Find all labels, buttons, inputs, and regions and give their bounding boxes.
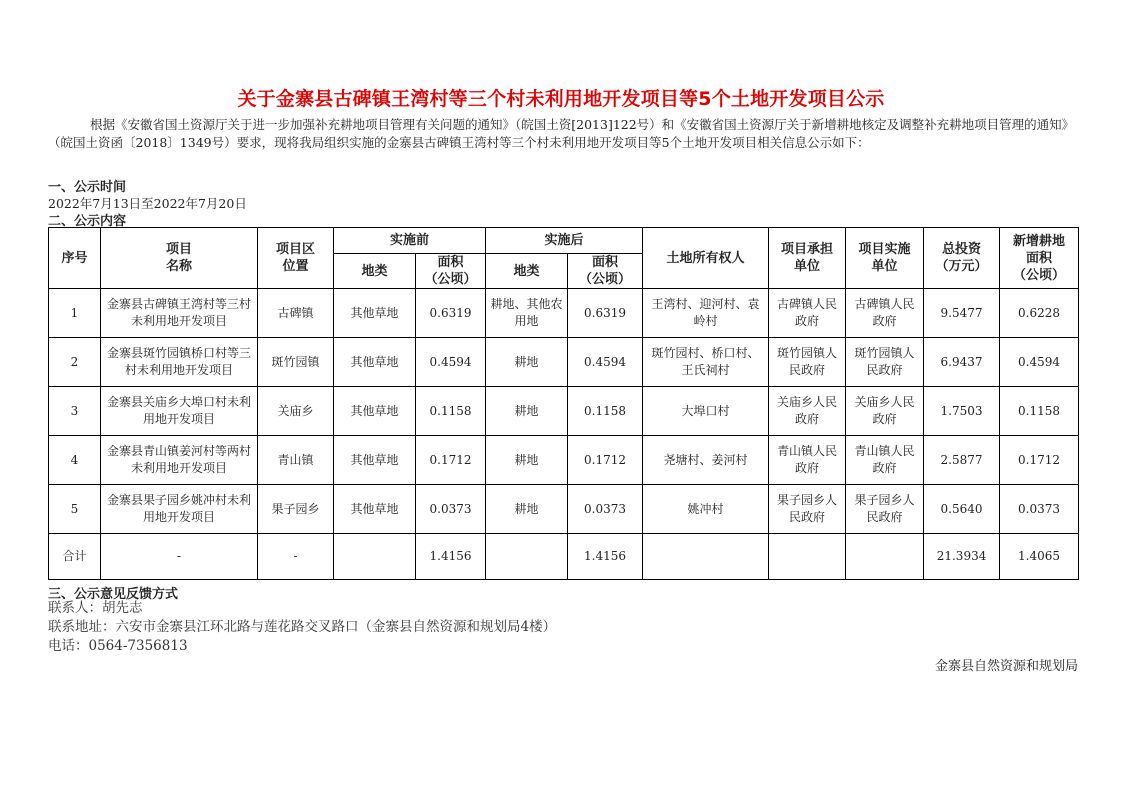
header-investment: 总投资 （万元） bbox=[924, 228, 1000, 289]
table-row bbox=[49, 289, 1079, 338]
cell-after-area: 0.6319 bbox=[568, 289, 643, 338]
table-header-row bbox=[49, 228, 1079, 254]
cell-before-area: 0.1712 bbox=[416, 436, 486, 485]
cell-investment: 2.5877 bbox=[924, 436, 1000, 485]
cell-no: 5 bbox=[49, 485, 101, 534]
cell-investment: 1.7503 bbox=[924, 387, 1000, 436]
cell-before-type: 其他草地 bbox=[334, 338, 416, 387]
cell-implementer: 关庙乡人民政府 bbox=[846, 387, 924, 436]
cell-total-after-type bbox=[486, 534, 568, 580]
cell-new-area: 0.1712 bbox=[1000, 436, 1079, 485]
intro-paragraph bbox=[48, 116, 1078, 152]
cell-after-area: 0.4594 bbox=[568, 338, 643, 387]
header-after-area: 面积 （公顷） bbox=[568, 254, 643, 289]
cell-name: 金寨县斑竹园镇桥口村等三村未利用地开发项目 bbox=[101, 338, 258, 387]
cell-no: 3 bbox=[49, 387, 101, 436]
header-before-area: 面积 （公顷） bbox=[416, 254, 486, 289]
cell-location: 斑竹园镇 bbox=[258, 338, 334, 387]
cell-owner: 斑竹园村、桥口村、王氏祠村 bbox=[643, 338, 769, 387]
cell-new-area: 0.4594 bbox=[1000, 338, 1079, 387]
cell-no: 4 bbox=[49, 436, 101, 485]
cell-name: 金寨县果子园乡姚冲村未利用地开发项目 bbox=[101, 485, 258, 534]
cell-after-area: 0.1712 bbox=[568, 436, 643, 485]
cell-new-area: 0.1158 bbox=[1000, 387, 1079, 436]
contact-address: 联系地址：六安市金寨县江环北路与莲花路交叉路口（金寨县自然资源和规划局4楼） bbox=[48, 619, 557, 635]
cell-total-after-area: 1.4156 bbox=[568, 534, 643, 580]
cell-location: 古碑镇 bbox=[258, 289, 334, 338]
cell-undertaker: 果子园乡人民政府 bbox=[769, 485, 846, 534]
header-owner: 土地所有权人 bbox=[643, 228, 769, 289]
cell-before-type: 其他草地 bbox=[334, 387, 416, 436]
cell-after-area: 0.1158 bbox=[568, 387, 643, 436]
contact-person: 联系人：胡先志 bbox=[48, 600, 143, 616]
cell-owner: 尧塘村、姜河村 bbox=[643, 436, 769, 485]
cell-undertaker: 古碑镇人民政府 bbox=[769, 289, 846, 338]
cell-total-before-type bbox=[334, 534, 416, 580]
cell-total-name: - bbox=[101, 534, 258, 580]
issuer-signature: 金寨县自然资源和规划局 bbox=[934, 659, 1078, 674]
header-implementer: 项目实施 单位 bbox=[846, 228, 924, 289]
cell-total-undertaker bbox=[769, 534, 846, 580]
cell-investment: 6.9437 bbox=[924, 338, 1000, 387]
cell-after-area: 0.0373 bbox=[568, 485, 643, 534]
cell-total-owner bbox=[643, 534, 769, 580]
cell-total-before-area: 1.4156 bbox=[416, 534, 486, 580]
header-before-type: 地类 bbox=[334, 254, 416, 289]
cell-total-label: 合计 bbox=[49, 534, 101, 580]
header-project-name: 项目 名称 bbox=[101, 228, 258, 289]
header-after-type: 地类 bbox=[486, 254, 568, 289]
section-2-heading: 二、公示内容 bbox=[48, 214, 127, 229]
cell-after-type: 耕地 bbox=[486, 338, 568, 387]
header-location: 项目区 位置 bbox=[258, 228, 334, 289]
cell-implementer: 青山镇人民政府 bbox=[846, 436, 924, 485]
cell-total-new-area: 1.4065 bbox=[1000, 534, 1079, 580]
cell-new-area: 0.0373 bbox=[1000, 485, 1079, 534]
cell-no: 2 bbox=[49, 338, 101, 387]
cell-investment: 0.5640 bbox=[924, 485, 1000, 534]
cell-total-investment: 21.3934 bbox=[924, 534, 1000, 580]
cell-investment: 9.5477 bbox=[924, 289, 1000, 338]
cell-before-area: 0.0373 bbox=[416, 485, 486, 534]
header-undertaker: 项目承担 单位 bbox=[769, 228, 846, 289]
cell-after-type: 耕地 bbox=[486, 387, 568, 436]
section-3-heading: 三、公示意见反馈方式 bbox=[48, 587, 179, 602]
cell-name: 金寨县古碑镇王湾村等三村未利用地开发项目 bbox=[101, 289, 258, 338]
cell-owner: 大埠口村 bbox=[643, 387, 769, 436]
cell-before-area: 0.1158 bbox=[416, 387, 486, 436]
cell-before-type: 其他草地 bbox=[334, 436, 416, 485]
cell-undertaker: 斑竹园镇人民政府 bbox=[769, 338, 846, 387]
cell-before-type: 其他草地 bbox=[334, 289, 416, 338]
cell-location: 青山镇 bbox=[258, 436, 334, 485]
header-after: 实施后 bbox=[486, 228, 643, 254]
intro-text: 根据《安徽省国土资源厅关于进一步加强补充耕地项目管理有关问题的通知》（皖国土资[2013]122号）和《安徽省国土资源厅关于新增耕地核定及调整补充耕地项目管理的通知》（皖国土资函〔2018〕1349号）要求，现将我局组织实施的金寨县古碑镇王湾村等三个村未利用地开发项目等5个土地开发项目相关信息公示如下： bbox=[48, 117, 1075, 150]
cell-before-area: 0.4594 bbox=[416, 338, 486, 387]
cell-undertaker: 青山镇人民政府 bbox=[769, 436, 846, 485]
table-total-row bbox=[49, 534, 1079, 580]
cell-location: 关庙乡 bbox=[258, 387, 334, 436]
header-new-area: 新增耕地 面积 （公顷） bbox=[1000, 228, 1079, 289]
section-1-heading: 一、公示时间 bbox=[48, 180, 127, 195]
table-row bbox=[49, 387, 1079, 436]
header-before: 实施前 bbox=[334, 228, 486, 254]
contact-phone: 电话：0564-7356813 bbox=[48, 638, 188, 654]
cell-implementer: 斑竹园镇人民政府 bbox=[846, 338, 924, 387]
cell-name: 金寨县青山镇姜河村等两村未利用地开发项目 bbox=[101, 436, 258, 485]
cell-owner: 姚冲村 bbox=[643, 485, 769, 534]
cell-new-area: 0.6228 bbox=[1000, 289, 1079, 338]
cell-total-location: - bbox=[258, 534, 334, 580]
cell-implementer: 果子园乡人民政府 bbox=[846, 485, 924, 534]
cell-owner: 王湾村、迎河村、袁岭村 bbox=[643, 289, 769, 338]
cell-after-type: 耕地 bbox=[486, 485, 568, 534]
cell-before-type: 其他草地 bbox=[334, 485, 416, 534]
projects-table bbox=[48, 227, 1079, 580]
cell-name: 金寨县关庙乡大埠口村未利用地开发项目 bbox=[101, 387, 258, 436]
cell-undertaker: 关庙乡人民政府 bbox=[769, 387, 846, 436]
cell-after-type: 耕地 bbox=[486, 436, 568, 485]
cell-implementer: 古碑镇人民政府 bbox=[846, 289, 924, 338]
notice-period: 2022年7月13日至2022年7月20日 bbox=[48, 196, 247, 211]
header-no: 序号 bbox=[49, 228, 101, 289]
cell-total-implementer bbox=[846, 534, 924, 580]
cell-no: 1 bbox=[49, 289, 101, 338]
table-row bbox=[49, 485, 1079, 534]
feedback-block bbox=[48, 599, 556, 656]
cell-before-area: 0.6319 bbox=[416, 289, 486, 338]
table-row bbox=[49, 338, 1079, 387]
notice-title: 关于金寨县古碑镇王湾村等三个村未利用地开发项目等5个土地开发项目公示 bbox=[237, 88, 885, 110]
cell-after-type: 耕地、其他农用地 bbox=[486, 289, 568, 338]
table-row bbox=[49, 436, 1079, 485]
cell-location: 果子园乡 bbox=[258, 485, 334, 534]
